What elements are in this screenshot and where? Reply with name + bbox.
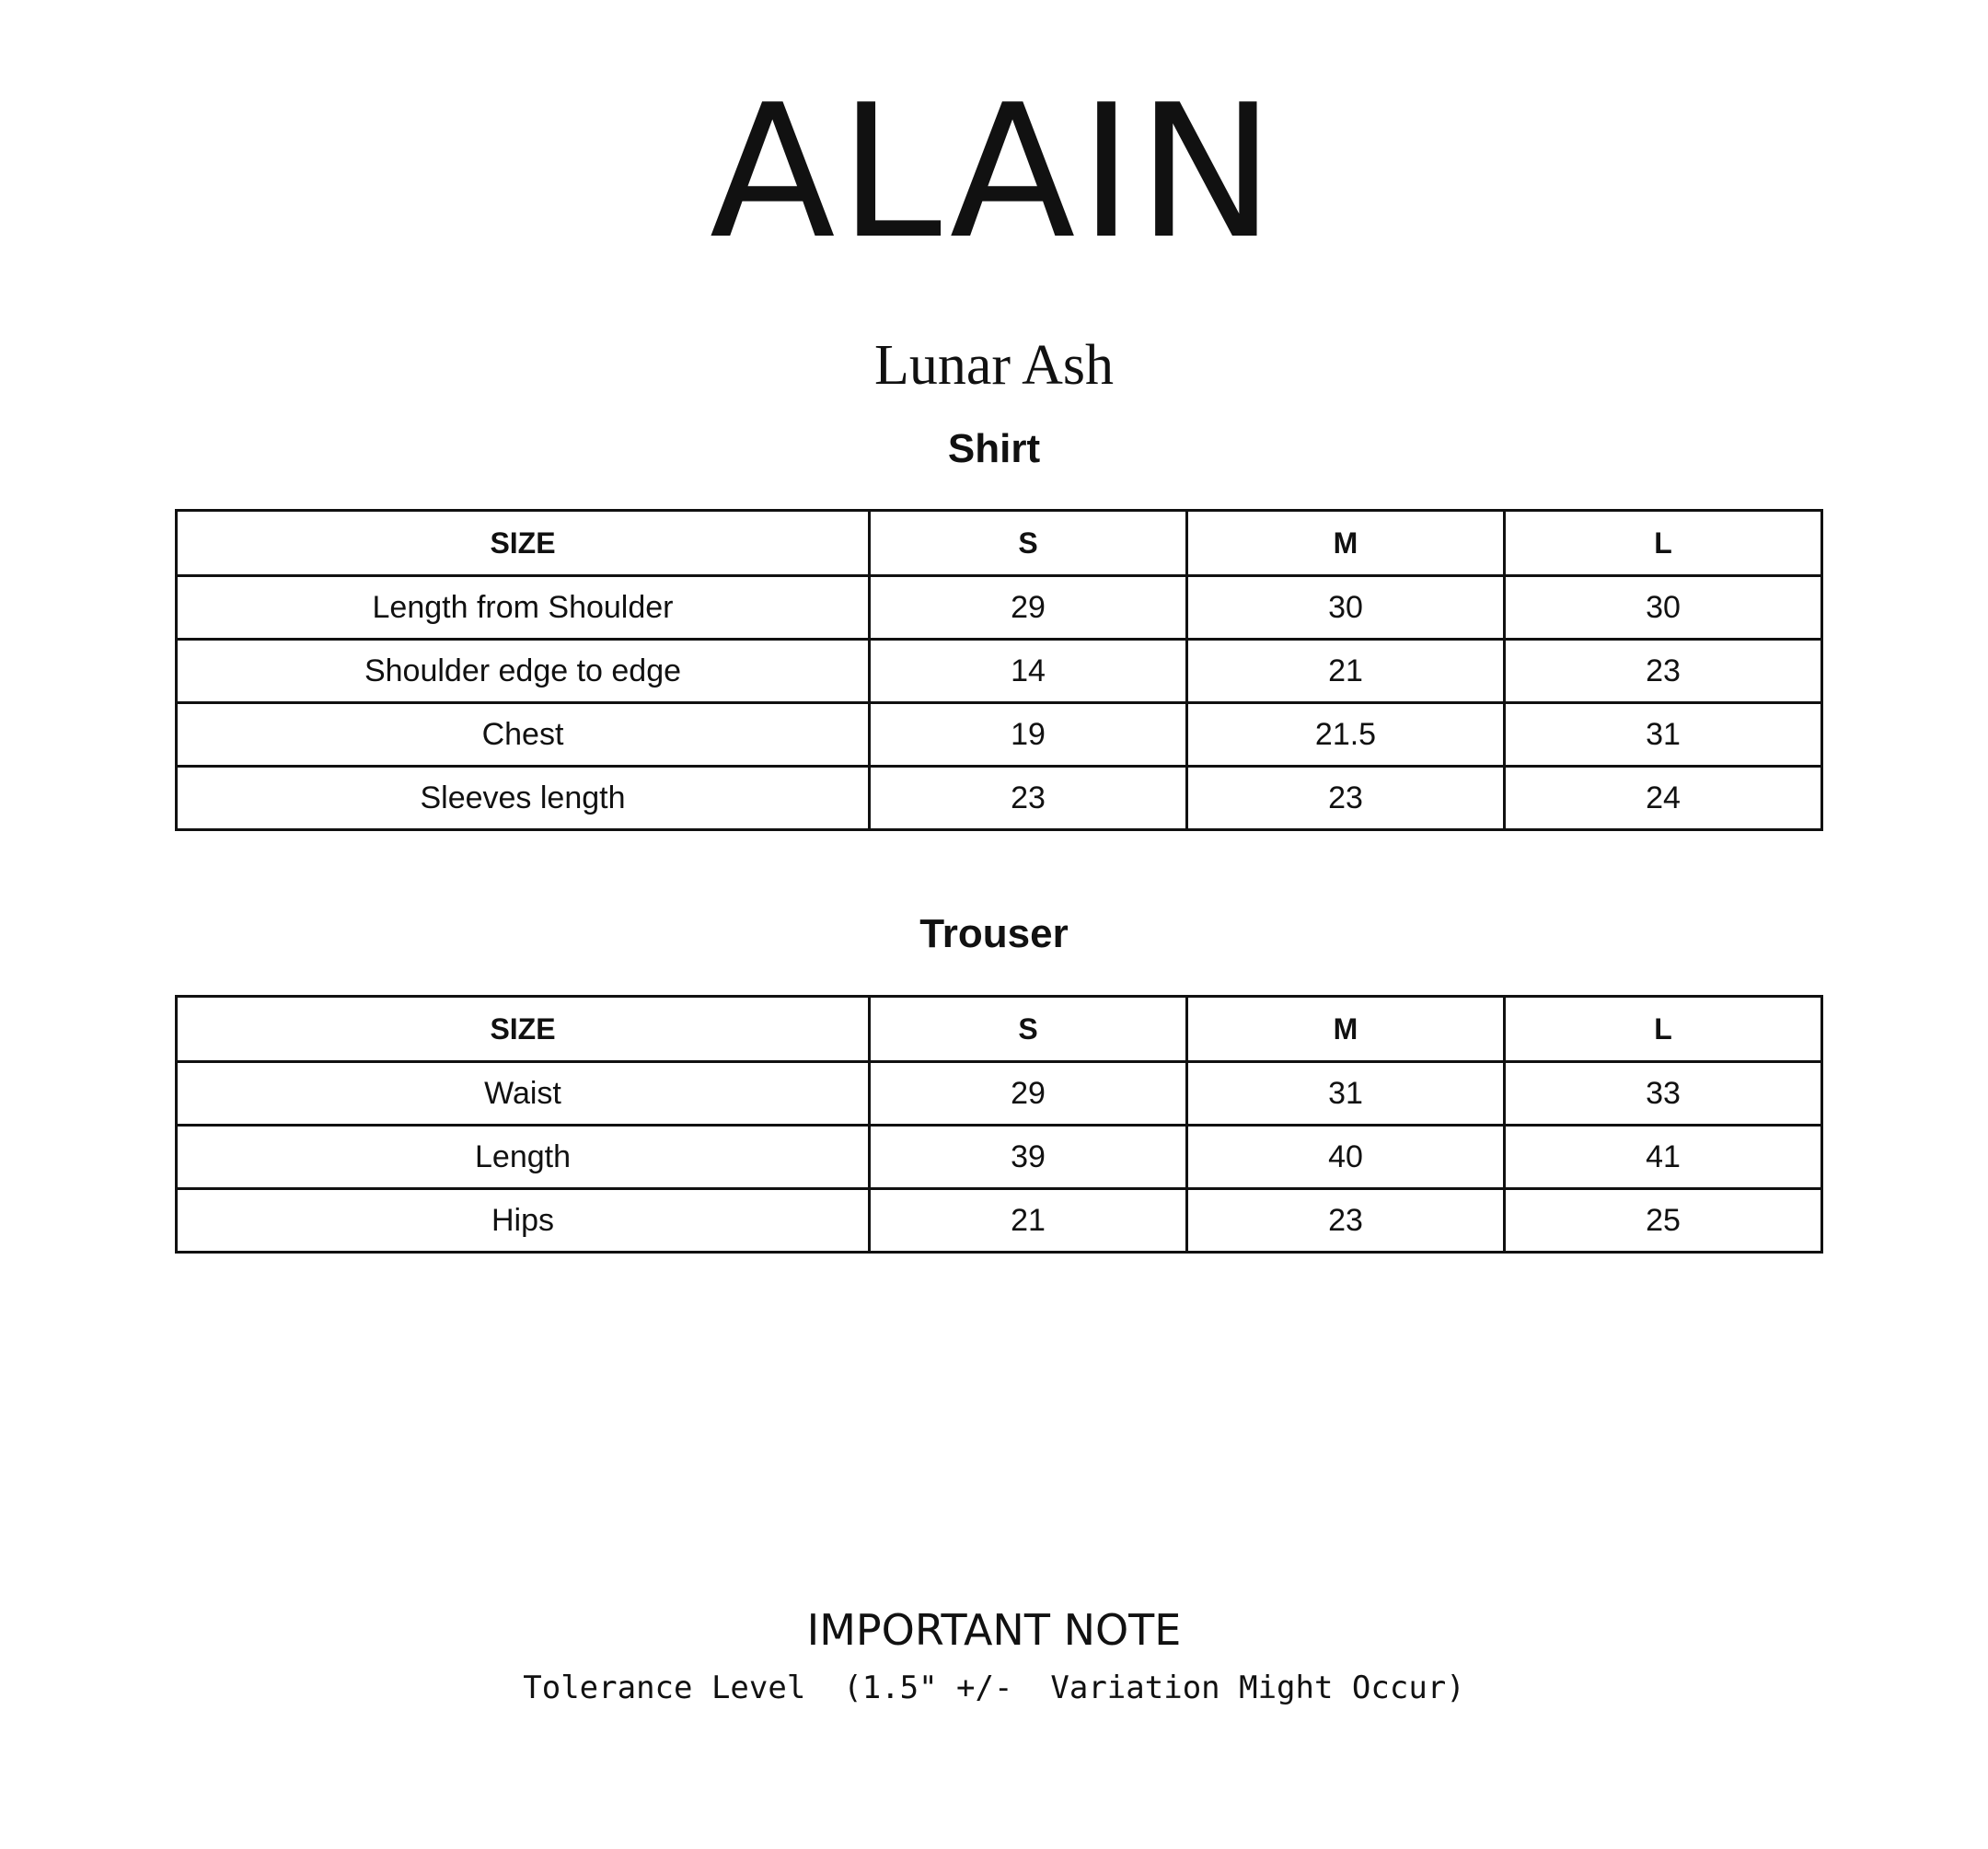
brand-logo: ALAIN (709, 65, 1279, 280)
header-cell-m: M (1187, 511, 1505, 576)
cell-s: 39 (870, 1126, 1187, 1189)
row-label: Waist (177, 1062, 870, 1126)
header-cell-size: SIZE (177, 511, 870, 576)
table-row (177, 1062, 1822, 1126)
table-row (177, 1126, 1822, 1189)
row-label: Shoulder edge to edge (177, 640, 870, 703)
header-cell-l: L (1505, 997, 1822, 1062)
tolerance-note: Tolerance Level (1.5" +/- Variation Might Occur) (523, 1670, 1465, 1706)
row-label: Length (177, 1126, 870, 1189)
cell-m: 40 (1187, 1126, 1505, 1189)
table-row (177, 640, 1822, 703)
row-label: Sleeves length (177, 767, 870, 830)
cell-l: 33 (1505, 1062, 1822, 1126)
cell-s: 23 (870, 767, 1187, 830)
table-row (177, 767, 1822, 830)
cell-s: 29 (870, 576, 1187, 640)
header-cell-m: M (1187, 997, 1505, 1062)
cell-m: 31 (1187, 1062, 1505, 1126)
header-cell-size: SIZE (177, 997, 870, 1062)
table-row (177, 576, 1822, 640)
collection-title: Lunar Ash (873, 334, 1115, 397)
table-header-row (177, 511, 1822, 576)
cell-m: 21.5 (1187, 703, 1505, 767)
table-row (177, 1189, 1822, 1253)
cell-l: 30 (1505, 576, 1822, 640)
shirt-section-title: Shirt (947, 426, 1041, 471)
cell-m: 23 (1187, 1189, 1505, 1253)
cell-s: 14 (870, 640, 1187, 703)
row-label: Length from Shoulder (177, 576, 870, 640)
row-label: Chest (177, 703, 870, 767)
table-row (177, 703, 1822, 767)
cell-m: 23 (1187, 767, 1505, 830)
cell-s: 19 (870, 703, 1187, 767)
header-cell-l: L (1505, 511, 1822, 576)
cell-l: 31 (1505, 703, 1822, 767)
cell-s: 29 (870, 1062, 1187, 1126)
header-cell-s: S (870, 511, 1187, 576)
cell-l: 24 (1505, 767, 1822, 830)
table-header-row (177, 997, 1822, 1062)
cell-l: 25 (1505, 1189, 1822, 1253)
important-note-title: IMPORTANT NOTE (806, 1605, 1182, 1655)
header-cell-s: S (870, 997, 1187, 1062)
cell-m: 21 (1187, 640, 1505, 703)
trouser-section-title: Trouser (919, 911, 1069, 956)
trouser-size-table (175, 995, 1823, 1254)
shirt-size-table (175, 509, 1823, 831)
cell-l: 41 (1505, 1126, 1822, 1189)
cell-s: 21 (870, 1189, 1187, 1253)
cell-m: 30 (1187, 576, 1505, 640)
row-label: Hips (177, 1189, 870, 1253)
cell-l: 23 (1505, 640, 1822, 703)
